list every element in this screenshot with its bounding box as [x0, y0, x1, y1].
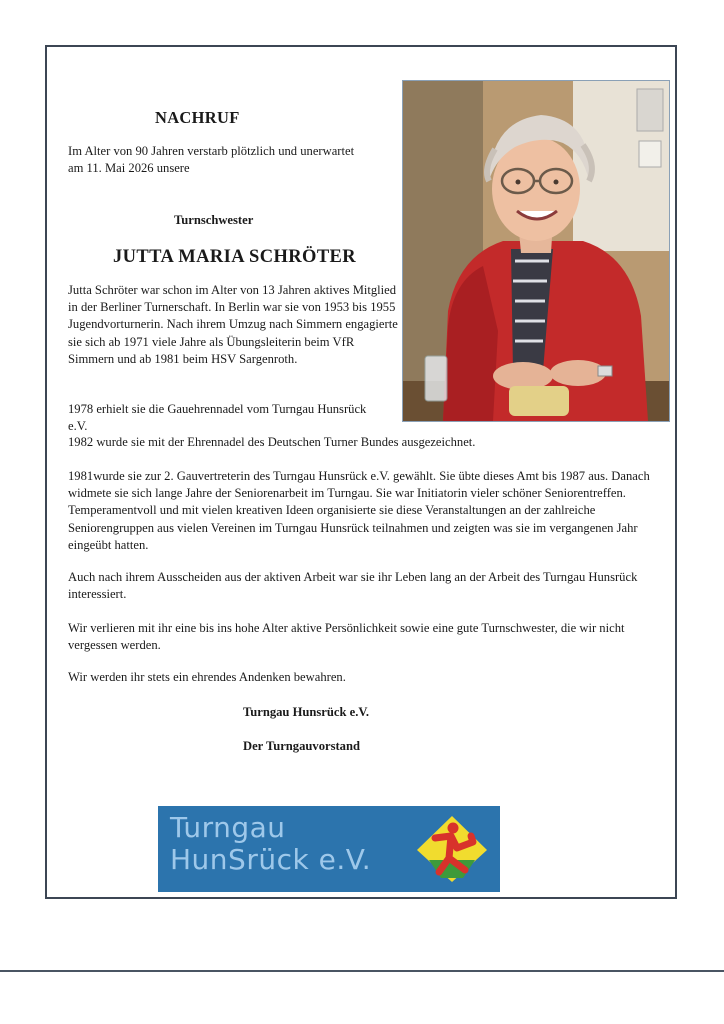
- turngau-logo: [158, 806, 500, 892]
- deceased-name: JUTTA MARIA SCHRÖTER: [113, 247, 357, 267]
- biography-paragraph: 1982 wurde sie mit der Ehrennadel des Deutschen Turner Bundes ausgezeichnet.: [68, 435, 476, 449]
- closing-sentence: Wir werden ihr stets ein ehrendes Andenken bewahren.: [68, 670, 346, 684]
- logo-wordmark: [170, 812, 371, 876]
- biography-paragraph: 1981wurde sie zur 2. Gauvertreterin des Turngau Hunsrück e.V. gewählt. Sie übte dieses Amt bis 1987 aus. Danach widmete sie sich lange Jahre der Seniorenarbeit im Turngau. Sie war Initiatorin vieler schöner Seniorentreffen. Temperamentvoll und mit vielen kreativen Ideen organisierte sie diese Veranstaltungen an der zahlreiche Seniorengruppen aus vielen Vereinen im Turngau Hunsrück teilnahmen und zeigten was sie im vergangenen Jahr eingeübt hatten.: [68, 469, 650, 552]
- portrait-illustration: [403, 81, 669, 421]
- logo-line-1: Turngau: [170, 811, 286, 844]
- gymnast-emblem-icon: [413, 812, 491, 886]
- logo-line-2: HunSrück e.V.: [170, 843, 372, 876]
- portrait-photo: [402, 80, 670, 422]
- title-word: Turnschwester: [174, 213, 254, 227]
- signature-board: Der Turngauvorstand: [243, 739, 360, 753]
- biography-paragraph: Jutta Schröter war schon im Alter von 13 Jahren aktives Mitglied in der Berliner Turnerschaft. In Berlin war sie von 1953 bis 1955 Jugendvorturnerin. Nach ihrem Umzug nach Simmern engagierte sie sich ab 1971 viele Jahre als Übungsleiterin beim VfR Simmern und ab 1981 beim HSV Sargenroth.: [68, 283, 398, 366]
- biography-paragraph: Auch nach ihrem Ausscheiden aus der aktiven Arbeit war sie ihr Leben lang an der Arbeit des Turngau Hunsrück interessiert.: [68, 570, 638, 602]
- biography-paragraph: Wir verlieren mit ihr eine bis ins hohe Alter aktive Persönlichkeit sowie eine gute Turnschwester, die wir nicht vergessen werden.: [68, 621, 625, 653]
- obituary-heading: NACHRUF: [155, 108, 240, 127]
- intro-text: Im Alter von 90 Jahren verstarb plötzlich und unerwartet am 11. Mai 2026 unsere: [68, 144, 355, 176]
- biography-paragraph: 1978 erhielt sie die Gauehrennadel vom Turngau Hunsrück e.V.: [68, 402, 367, 434]
- bottom-divider: [0, 970, 724, 972]
- signature-organization: Turngau Hunsrück e.V.: [243, 705, 369, 719]
